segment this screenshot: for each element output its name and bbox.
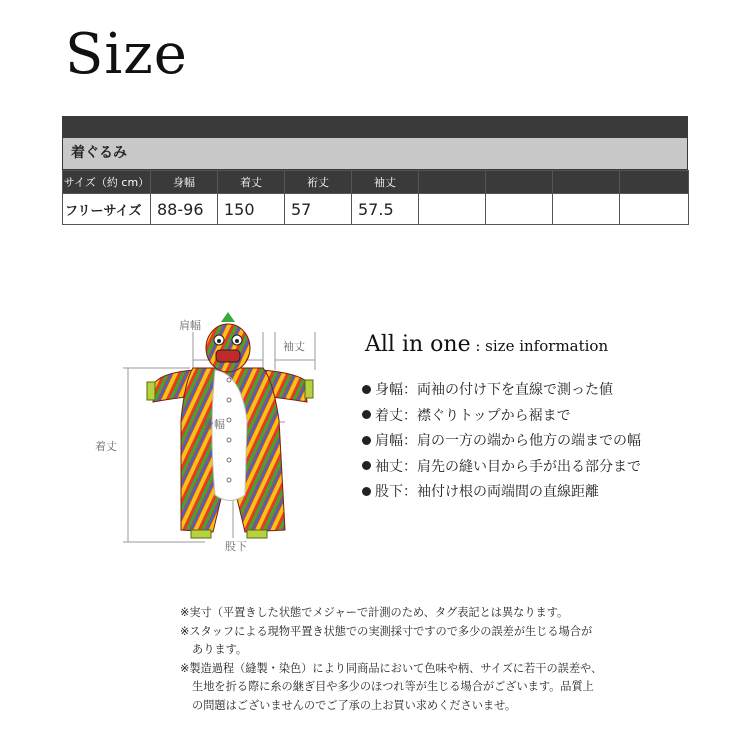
info-item-text: 着丈：襟ぐりトップから裾まで bbox=[375, 407, 571, 424]
info-title-main: All in one bbox=[365, 332, 471, 357]
cell-yuki: 57 bbox=[285, 194, 352, 225]
header-empty bbox=[419, 171, 486, 194]
table-category: 着ぐるみ bbox=[62, 138, 688, 170]
page-title: Size bbox=[65, 22, 188, 87]
table-header-row bbox=[63, 171, 689, 194]
cell-empty bbox=[419, 194, 486, 225]
cell-body-width: 88-96 bbox=[151, 194, 218, 225]
info-item-text: 身幅：両袖の付け下を直線で測った値 bbox=[375, 382, 613, 398]
bullet-icon bbox=[362, 385, 371, 394]
header-sleeve: 袖丈 bbox=[352, 171, 419, 194]
note-line: ※実寸（平置きした状態でメジャーで計測のため、タグ表記とは異なります。 bbox=[180, 606, 569, 619]
label-length: 着丈 bbox=[95, 440, 117, 453]
header-yuki: 裄丈 bbox=[285, 171, 352, 194]
list-item bbox=[362, 404, 641, 430]
info-title-sub: : size information bbox=[470, 337, 609, 355]
note-line: 生地を折る際に糸の継ぎ目や多少のほつれ等が生じる場合がございます。品質上 bbox=[192, 680, 594, 693]
bullet-icon bbox=[362, 487, 371, 496]
notes bbox=[180, 604, 602, 715]
header-body-width: 身幅 bbox=[151, 171, 218, 194]
table-top-bar bbox=[62, 116, 688, 138]
cell-size-label: フリーサイズ bbox=[63, 194, 151, 225]
header-empty bbox=[486, 171, 553, 194]
info-item-text: 袖丈：肩先の縫い目から手が出る部分まで bbox=[375, 458, 641, 475]
label-shoulder: 肩幅 bbox=[179, 319, 201, 332]
header-empty bbox=[620, 171, 689, 194]
bullet-icon bbox=[362, 410, 371, 419]
cell-empty bbox=[553, 194, 620, 225]
info-item-text: 肩幅：肩の一方の端から他方の端までの幅 bbox=[375, 433, 641, 449]
cell-empty bbox=[486, 194, 553, 225]
cell-empty bbox=[620, 194, 689, 225]
cell-sleeve: 57.5 bbox=[352, 194, 419, 225]
label-body-width: 身幅 bbox=[203, 418, 225, 431]
label-inseam: 股下 bbox=[225, 540, 247, 553]
note-line: ※スタッフによる現物平置き状態での実測採寸ですので多少の誤差が生じる場合が bbox=[180, 624, 593, 638]
info-title bbox=[365, 332, 608, 357]
note-line: ※製造過程（縫製・染色）により同商品において色味や柄、サイズに若干の誤差や、 bbox=[180, 661, 603, 675]
info-item-text: 股下：袖付け根の両端間の直線距離 bbox=[375, 484, 599, 500]
list-item bbox=[362, 480, 641, 506]
size-grid bbox=[62, 170, 689, 225]
table-row bbox=[63, 194, 689, 225]
info-list bbox=[362, 378, 641, 506]
header-size: サイズ（約 cm） bbox=[63, 171, 151, 194]
label-sleeve: 袖丈 bbox=[283, 340, 305, 353]
list-item bbox=[362, 455, 641, 481]
bullet-icon bbox=[362, 461, 371, 470]
size-table bbox=[62, 116, 688, 225]
header-length: 着丈 bbox=[218, 171, 285, 194]
note-line: あります。 bbox=[192, 643, 248, 656]
note-line: の問題はございませんのでご了承の上お買い求めくださいませ。 bbox=[192, 698, 517, 712]
bullet-icon bbox=[362, 436, 371, 445]
header-empty bbox=[553, 171, 620, 194]
list-item bbox=[362, 378, 641, 404]
costume-diagram bbox=[95, 310, 335, 555]
cell-length: 150 bbox=[218, 194, 285, 225]
list-item bbox=[362, 429, 641, 455]
